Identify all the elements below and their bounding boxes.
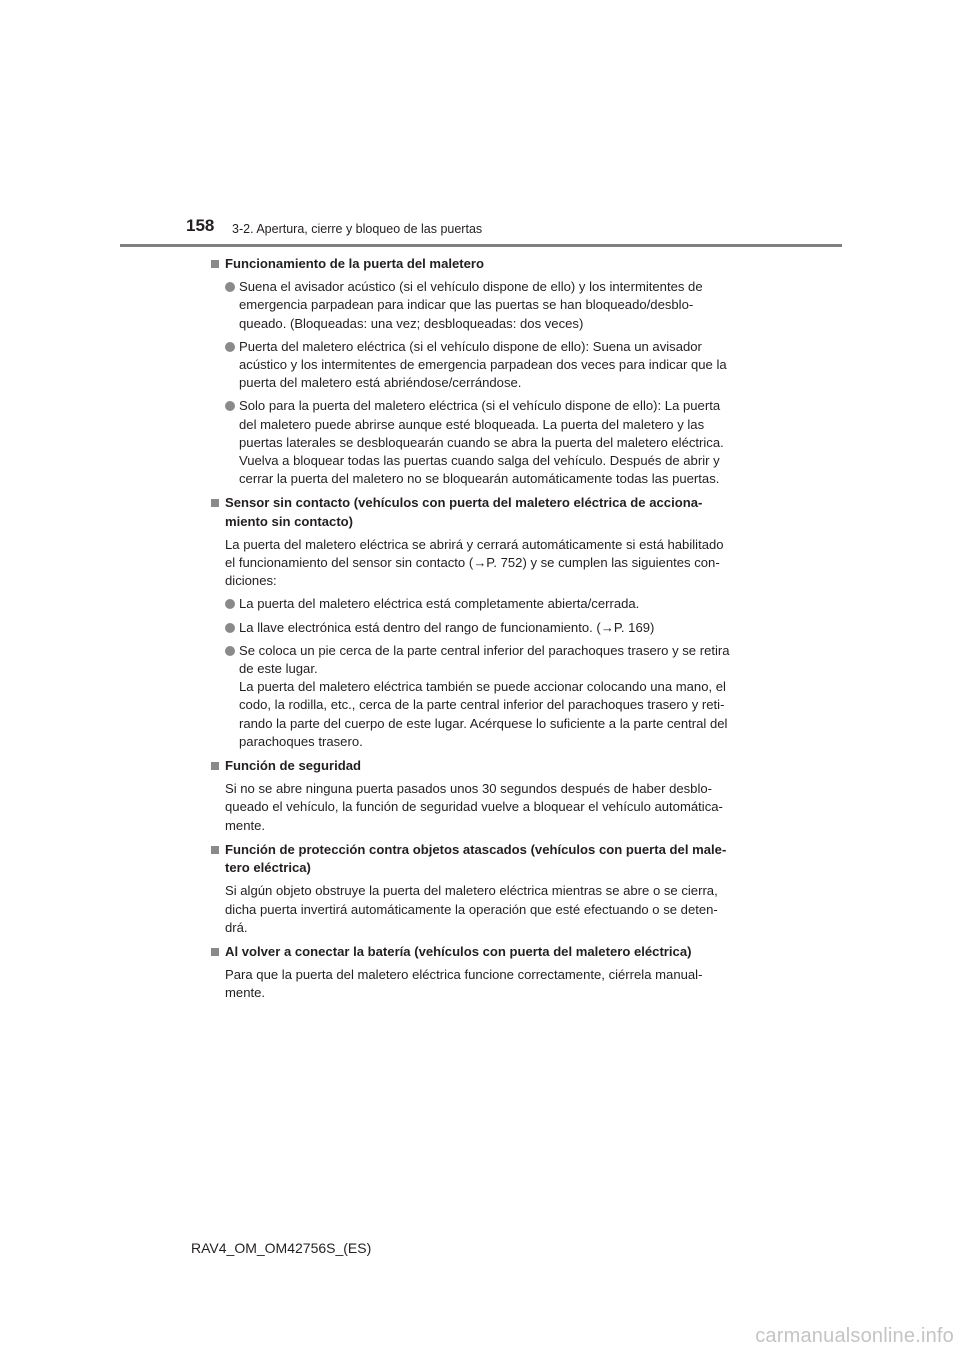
text-line: diciones:	[225, 573, 277, 589]
text-line: La puerta del maletero eléctrica se abrirá y cerrará automáticamente si está habilitado	[225, 536, 724, 552]
text-line: puertas laterales se desbloquearán cuando se abra la puerta del maletero eléctrica.	[239, 434, 724, 450]
round-bullet-icon	[225, 342, 235, 352]
heading-text: Al volver a conectar la batería (vehículos con puerta del maletero eléctrica)	[225, 943, 692, 959]
section-heading	[210, 841, 753, 877]
body-paragraph	[210, 966, 753, 1002]
text-line: acústico y los intermitentes de emergencia parpadean dos veces para indicar que la	[239, 357, 727, 373]
heading-text: miento sin contacto)	[225, 513, 354, 529]
manual-content	[210, 255, 753, 1003]
square-bullet-icon	[211, 762, 219, 770]
text-line: el funcionamiento del sensor sin contacto (→P. 752) y se cumplen las siguientes con-	[225, 555, 720, 571]
text-line: del maletero puede abrirse aunque esté bloqueada. La puerta del maletero y las	[239, 416, 705, 432]
round-bullet-icon	[225, 599, 235, 609]
text-line: Suena el avisador acústico (si el vehículo dispone de ello) y los intermitentes de	[239, 279, 703, 295]
text-line: Si no se abre ninguna puerta pasados unos 30 segundos después de haber desblo-	[225, 781, 713, 797]
text-line: dicha puerta invertirá automáticamente la operación que esté efectuando o se deten-	[225, 901, 718, 917]
heading-text: Funcionamiento de la puerta del maletero	[225, 256, 485, 271]
round-bullet-icon	[225, 401, 235, 411]
section-heading	[210, 943, 753, 961]
list-item	[210, 642, 753, 751]
round-bullet-icon	[225, 282, 235, 292]
text-line: Si algún objeto obstruye la puerta del maletero eléctrica mientras se abre o se cierra,	[225, 883, 718, 899]
text-line: parachoques trasero.	[239, 733, 363, 749]
list-item	[210, 338, 753, 393]
text-line: La puerta del maletero eléctrica está completamente abierta/cerrada.	[239, 596, 640, 612]
body-paragraph	[210, 536, 753, 591]
text-line: rando la parte del cuerpo de este lugar. Acérquese lo suficiente a la parte central del	[239, 715, 728, 731]
text-line: Se coloca un pie cerca de la parte central inferior del parachoques trasero y se retira	[239, 642, 730, 658]
watermark-link[interactable]: carmanualsonline.info	[755, 1325, 954, 1347]
page-number: 158	[186, 216, 215, 235]
text-line: puerta del maletero está abriéndose/cerrándose.	[239, 375, 522, 391]
text-line: codo, la rodilla, etc., cerca de la parte central inferior del parachoques trasero y reti-	[239, 697, 725, 713]
text-line: emergencia parpadean para indicar que las puertas se han bloqueado/desblo-	[239, 297, 694, 313]
text-line: Vuelva a bloquear todas las puertas cuando salga del vehículo. Después de abrir y	[239, 453, 720, 469]
section-heading	[210, 255, 753, 273]
text-line: Para que la puerta del maletero eléctrica funcione correctamente, ciérrela manual-	[225, 967, 703, 983]
text-line: mente.	[225, 985, 266, 1001]
square-bullet-icon	[211, 846, 219, 854]
section-title: 3-2. Apertura, cierre y bloqueo de las puertas	[232, 222, 483, 236]
body-paragraph	[210, 882, 753, 937]
section-heading	[210, 757, 753, 775]
document-code: RAV4_OM_OM42756S_(ES)	[191, 1240, 372, 1256]
text-line: mente.	[225, 817, 266, 833]
text-line: queado. (Bloqueadas: una vez; desbloqueadas: dos veces)	[239, 315, 584, 331]
text-line: de este lugar.	[239, 661, 318, 677]
list-item	[210, 595, 753, 613]
square-bullet-icon	[211, 499, 219, 507]
body-paragraph	[210, 780, 753, 835]
list-item	[210, 278, 753, 333]
round-bullet-icon	[225, 623, 235, 633]
text-line: Puerta del maletero eléctrica (si el vehículo dispone de ello): Suena un avisador	[239, 338, 702, 354]
text-line: queado el vehículo, la función de seguridad vuelve a bloquear el vehículo automática-	[225, 799, 723, 815]
text-line: La puerta del maletero eléctrica también se puede accionar colocando una mano, el	[239, 679, 726, 695]
header-divider	[120, 244, 842, 247]
text-line: drá.	[225, 919, 248, 935]
page-header	[0, 0, 960, 250]
round-bullet-icon	[225, 646, 235, 656]
heading-text: Sensor sin contacto (vehículos con puerta del maletero eléctrica de acciona-	[225, 495, 703, 511]
text-line: cerrar la puerta del maletero no se bloquearán automáticamente todas las puertas.	[239, 471, 720, 487]
text-line: Solo para la puerta del maletero eléctrica (si el vehículo dispone de ello): La puerta	[239, 398, 721, 414]
square-bullet-icon	[211, 948, 219, 956]
heading-text: tero eléctrica)	[225, 860, 311, 876]
square-bullet-icon	[211, 260, 219, 268]
section-heading	[210, 494, 753, 530]
heading-text: Función de seguridad	[225, 758, 362, 774]
heading-text: Función de protección contra objetos atascados (vehículos con puerta del male-	[225, 841, 727, 857]
list-item	[210, 619, 753, 637]
list-item	[210, 397, 753, 488]
text-line: La llave electrónica está dentro del rango de funcionamiento. (→P. 169)	[239, 619, 655, 635]
